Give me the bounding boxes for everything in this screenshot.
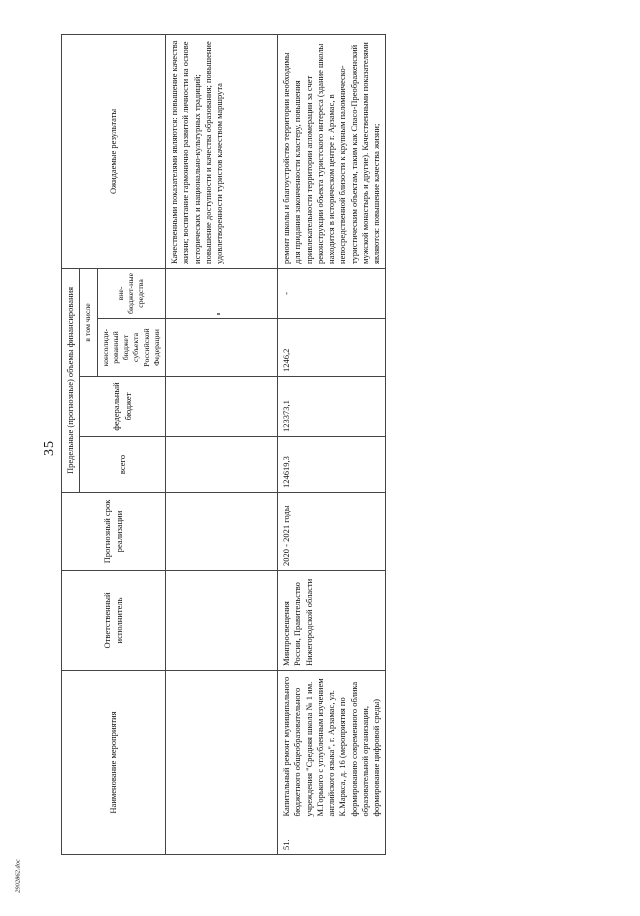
header-results: Ожидаемые результаты: [62, 34, 166, 268]
cont-cell-results: Качественными показателями являются: повышение качества жизни; воспитание гармонично развитой личности на основе исторических и национально-культурных традиций; повышение доступности и качества образования; повышение удовлетворенности туристов качеством маршрута: [166, 34, 278, 268]
header-incl: в том числе: [80, 268, 97, 376]
events-table: [61, 34, 386, 855]
cont-cell-total: [166, 436, 278, 492]
continuation-row: [166, 34, 278, 854]
row-offbudget: -: [278, 268, 386, 318]
row-results: ремонт школы и благоустройство территории необходимы для придания законченности кластеру, повышения привлекательности территории агломерации за счет реконструкции объекта туристского интереса (здание школы находится в историческом центре г. Арзамас, в непосредственной близости к крупным паломническо-туристическим объектам, таким как Спасо-Преображенский мужской монастырь и другие). Качественными показателями являются: повышение качества жизни;: [278, 34, 386, 268]
row-regional: 1246,2: [278, 318, 386, 376]
header-federal: федеральный бюджет: [80, 376, 166, 436]
cont-cell-name: [166, 670, 278, 854]
cont-cell-federal: [166, 376, 278, 436]
row-number: 51.: [278, 821, 386, 855]
cont-cell-executor: [166, 570, 278, 670]
header-name: Наименование мероприятия: [62, 670, 166, 854]
header-term: Прогнозный срок реализации: [62, 492, 166, 570]
header-row-1: [62, 34, 80, 854]
row-term: 2020 - 2021 годы: [278, 492, 386, 570]
row-federal: 123373,1: [278, 376, 386, 436]
cont-cell-regional: [166, 318, 278, 376]
rotated-table-container: [61, 35, 621, 855]
cont-cell-term: [166, 492, 278, 570]
header-executor: Ответственный исполнитель: [62, 570, 166, 670]
row-name: Капитальный ремонт муниципального бюджетного общеобразовательного учреждения "Средняя школа № 1 им. М.Горького с углубленным изучением английского языка", г. Арзамас, ул. К.Маркса, д. 16 (мероприятия по формированию современного облика образовательной организации, формирование цифровой среды): [278, 670, 386, 820]
footer-file-code: 2902862.doc: [14, 859, 22, 893]
header-funding-group: Предельные (прогнозные) объемы финансирования: [62, 268, 80, 492]
header-regional: консолиди-рованный бюджет субъекта Российской Федерации: [97, 318, 166, 376]
table-row: [278, 34, 386, 854]
cont-cell-offbudget: [166, 268, 278, 318]
row-executor: Минпросвещения России, Правительство Нижегородской области: [278, 570, 386, 670]
scan-speck: [217, 313, 220, 315]
page-number: 35: [42, 440, 57, 456]
header-offbudget: вне-бюджет-ные средства: [97, 268, 166, 318]
header-total: всего: [80, 436, 166, 492]
row-total: 124619,3: [278, 436, 386, 492]
